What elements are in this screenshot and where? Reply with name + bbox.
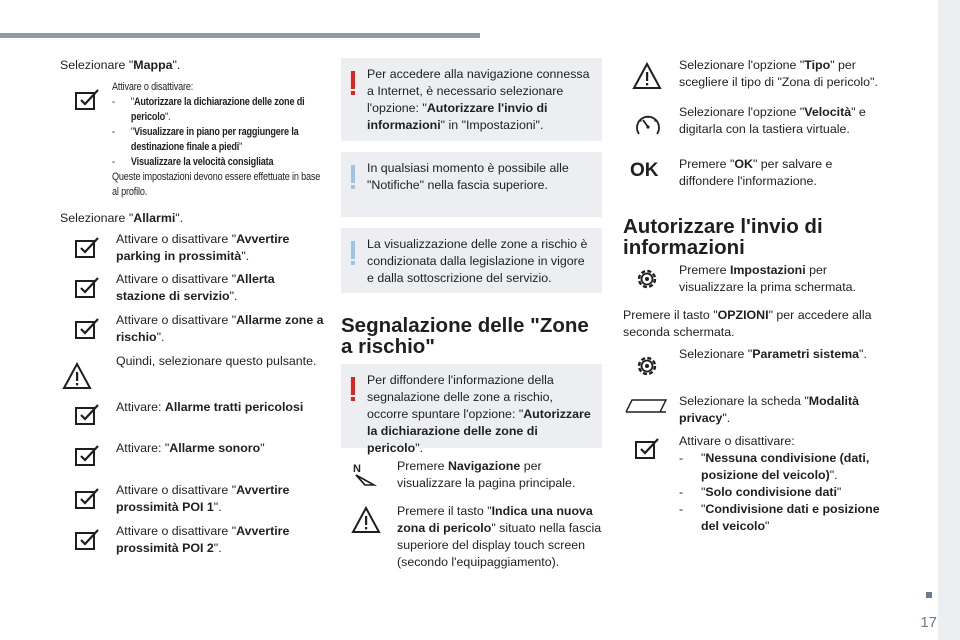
- privacy-intro: Attivare o disattivare:: [679, 434, 795, 448]
- checkbox-icon: [633, 436, 661, 462]
- privacy-item: - "Condivisione dati e posizione del veicolo": [679, 502, 880, 533]
- section-heading-autorizzare: Autorizzare l'invio di informazioni: [623, 215, 823, 259]
- row-text: Premere "OK" per salvare e diffondere l'informazione.: [679, 157, 833, 188]
- select-mappa: Selezionare "Mappa".: [60, 58, 181, 72]
- mappa-intro: Attivare o disattivare:: [112, 81, 194, 93]
- info-mark: [351, 241, 355, 259]
- warning-box: [341, 364, 602, 455]
- warning-icon: [62, 362, 92, 390]
- navigation-icon: [352, 461, 378, 489]
- checkbox-icon: [73, 316, 101, 342]
- row-text: Selezionare l'opzione "Velocità" e digitarla con la tastiera virtuale.: [679, 105, 866, 136]
- checkbox-icon: [73, 443, 101, 469]
- row-text: Quindi, selezionare questo pulsante.: [116, 354, 317, 368]
- mappa-item: - "Visualizzare in piano per raggiungere la destinazione finale a piedi": [112, 126, 299, 153]
- checkbox-icon: [73, 486, 101, 512]
- warning-icon: [351, 506, 381, 534]
- svg-text:N: N: [353, 463, 361, 475]
- warning-mark: [351, 377, 355, 395]
- gear-icon: [633, 352, 661, 380]
- mappa-item: - "Autorizzare la dichiarazione delle zone di pericolo".: [112, 96, 305, 123]
- row-text: Attivare o disattivare "Avvertire parking in prossimità".: [116, 232, 290, 263]
- row-text: Selezionare l'opzione "Tipo" per scegliere il tipo di "Zona di pericolo".: [679, 58, 878, 89]
- paragraph-opzioni: Premere il tasto "OPZIONI" per accedere alla seconda schermata.: [623, 308, 872, 339]
- mappa-item: - Visualizzare la velocità consigliata: [112, 156, 274, 168]
- gear-icon: [633, 265, 661, 293]
- row-text: Premere il tasto "Indica una nuova zona di pericolo" situato nella fascia superiore del display touch screen (secondo l'equipaggiamento).: [397, 504, 602, 569]
- privacy-item: - "Solo condivisione dati": [679, 485, 842, 499]
- row-text: Attivare o disattivare "Allerta stazione di servizio".: [116, 272, 275, 303]
- mappa-note: Queste impostazioni devono essere effettuate in base al profilo.: [112, 171, 321, 198]
- speedometer-icon: [633, 111, 663, 139]
- info-mark: [351, 165, 355, 183]
- row-text: Selezionare "Parametri sistema".: [679, 347, 867, 361]
- row-text: Attivare o disattivare "Avvertire prossimità POI 1".: [116, 483, 290, 514]
- side-strip: [938, 0, 960, 640]
- row-text: Premere Impostazioni per visualizzare la prima schermata.: [679, 263, 856, 294]
- warning-mark: [351, 71, 355, 89]
- checkbox-icon: [73, 527, 101, 553]
- privacy-options: [679, 433, 889, 535]
- row-text: Premere Navigazione per visualizzare la pagina principale.: [397, 459, 576, 490]
- checkbox-icon: [73, 235, 101, 261]
- warning-box-text: Per diffondere l'informazione della segnalazione delle zone a rischio, occorre spuntare l'opzione: "Autorizzare la dichiarazione delle zone di pericolo".: [367, 373, 591, 455]
- info-box: [341, 152, 602, 217]
- row-text: Attivare: "Allarme sonoro": [116, 441, 265, 455]
- warning-box-text: Per accedere alla navigazione connessa a Internet, è necessario selezionare l'opzione: "Autorizzare l'invio di informazioni" in "Impostazioni".: [367, 67, 590, 132]
- tab-icon: [624, 396, 668, 416]
- checkbox-icon: [73, 87, 101, 113]
- checkbox-icon: [73, 402, 101, 428]
- mappa-options: [112, 80, 342, 200]
- row-text: Attivare o disattivare "Allarme zone a rischio".: [116, 313, 324, 344]
- ok-button-icon: OK: [630, 160, 659, 181]
- info-box-text: La visualizzazione delle zone a rischio è condizionata dalla legislazione in vigore e dalla sottoscrizione del servizio.: [367, 237, 588, 285]
- privacy-item: - "Nessuna condivisione (dati, posizione del veicolo)".: [679, 451, 870, 482]
- row-text: Attivare o disattivare "Avvertire prossimità POI 2".: [116, 524, 290, 555]
- section-heading-zone-rischio: Segnalazione delle "Zone a rischio": [341, 314, 589, 358]
- checkbox-icon: [73, 275, 101, 301]
- header-bar: [0, 33, 480, 38]
- page-number: 17: [920, 614, 937, 631]
- row-text: Attivare: Allarme tratti pericolosi: [116, 400, 304, 414]
- warning-icon: [632, 62, 662, 90]
- info-box-text: In qualsiasi momento è possibile alle "Notifiche" nella fascia superiore.: [367, 161, 569, 192]
- select-allarmi: Selezionare "Allarmi".: [60, 211, 184, 225]
- warning-box: [341, 58, 602, 141]
- row-text: Selezionare la scheda "Modalità privacy".: [679, 394, 860, 425]
- info-box: [341, 228, 602, 293]
- page-marker: [926, 592, 932, 598]
